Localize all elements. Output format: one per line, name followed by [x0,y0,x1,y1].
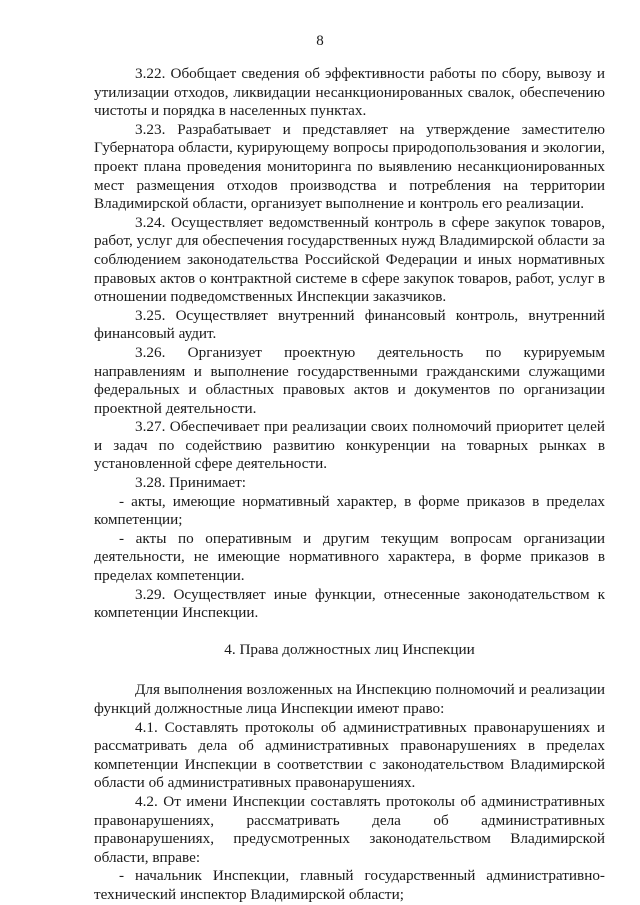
paragraph-3-27: 3.27. Обеспечивает при реализации своих полномочий приоритет целей и задач по содействию развитию конкуренции на товарных рынках в установленной сфере деятельности. [94,418,605,473]
section-intro: Для выполнения возложенных на Инспекцию полномочий и реализации функций должностные лица Инспекции имеют право: [94,681,605,717]
list-item-chief-inspector: - начальник Инспекции, главный государственный административно-технический инспектор Владимирской области; [94,867,605,903]
list-item-normative-acts: - акты, имеющие нормативный характер, в форме приказов в пределах компетенции; [94,492,605,529]
document-body [94,65,605,905]
paragraph-3-28: 3.28. Принимает: [135,474,246,492]
paragraph-3-23: 3.23. Разрабатывает и представляет на утверждение заместителю Губернатора области, курирующему вопросы природопользования и экологии, проект плана проведения мониторинга по выявлению несанкционированных мест размещения отходов производства и потребления на территории Владимирской области, организует выполнение и контроль его реализации. [94,120,605,213]
paragraph-3-25: 3.25. Осуществляет внутренний финансовый контроль, внутренний финансовый аудит. [94,306,605,343]
paragraph-4-2: 4.2. От имени Инспекции составлять протоколы об административных правонарушениях, рассматривать дела об административных правонарушениях, предусмотренных законодательством Владимирской области, вправе: [94,792,605,866]
paragraph-3-22: 3.22. Обобщает сведения об эффективности работы по сбору, вывозу и утилизации отходов, ликвидации несанкционированных свалок, обеспечению чистоты и порядка в населенных пунктах. [94,65,605,120]
paragraph-3-26: 3.26. Организует проектную деятельность по курируемым направлениям и выполнение государственными гражданскими служащими федеральных и областных правовых актов и документов по организации проектной деятельности. [94,343,605,417]
section-heading: 4. Права должностных лиц Инспекции [224,640,475,658]
list-item-operational-acts: - акты по оперативным и другим текущим вопросам организации деятельности, не имеющие нормативного характера, в форме приказов в пределах компетенции. [94,529,605,585]
paragraph-3-24: 3.24. Осуществляет ведомственный контроль в сфере закупок товаров, работ, услуг для обеспечения государственных нужд Владимирской области за соблюдением законодательства Российской Федерации и иных нормативных правовых актов о контрактной системе в сфере закупок товаров, работ, услуг в отношении подведомственных Инспекции заказчиков. [94,213,605,306]
paragraph-3-29: 3.29. Осуществляет иные функции, отнесенные законодательством к компетенции Инспекции. [94,585,605,622]
page-number: 8 [316,33,324,49]
paragraph-4-1: 4.1. Составлять протоколы об административных правонарушениях и рассматривать дела об административных правонарушениях в пределах компетенции Инспекции в соответствии с законодательством Владимирской области об административных правонарушениях. [94,718,605,792]
